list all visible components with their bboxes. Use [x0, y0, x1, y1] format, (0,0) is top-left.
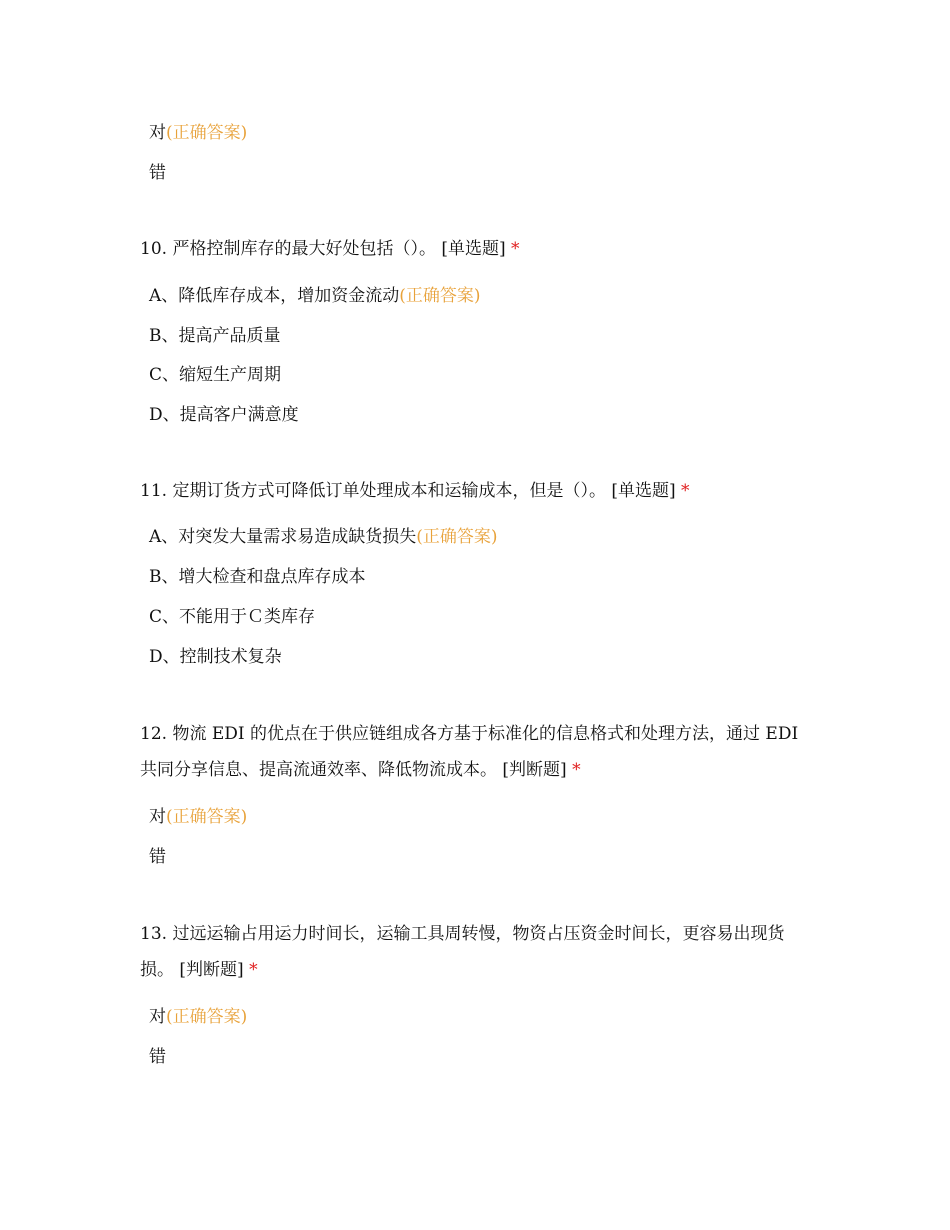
question-type: [单选题] — [611, 481, 676, 501]
option-b: B、增大检查和盘点库存成本 — [149, 567, 366, 587]
question-number: 13. — [140, 924, 168, 944]
question-number: 10. — [140, 239, 168, 259]
correct-answer-tag: (正确答案) — [416, 527, 498, 547]
question-10-title — [140, 231, 810, 267]
option-false: 错 — [149, 1047, 166, 1067]
required-mark: * — [249, 960, 258, 980]
option-c: C、缩短生产周期 — [149, 365, 282, 385]
question-type: [判断题] — [179, 960, 244, 980]
question-type: [判断题] — [502, 760, 567, 780]
option-a: A、降低库存成本，增加资金流动(正确答案) — [149, 286, 481, 306]
option-c: C、不能用于Ｃ类库存 — [149, 607, 316, 627]
option-d: D、控制技术复杂 — [149, 647, 282, 667]
option-false: 错 — [149, 847, 166, 867]
question-text: 定期订货方式可降低订单处理成本和运输成本，但是（）。 — [172, 481, 606, 501]
option-true: 对(正确答案) — [149, 807, 248, 827]
required-mark: * — [572, 760, 581, 780]
question-number: 12. — [140, 724, 168, 744]
option-true: 对(正确答案) — [149, 123, 248, 143]
question-type: [单选题] — [441, 239, 506, 259]
question-11-title — [140, 473, 810, 509]
option-d: D、提高客户满意度 — [149, 405, 299, 425]
option-true: 对(正确答案) — [149, 1007, 248, 1027]
required-mark: * — [681, 481, 690, 501]
question-13-title — [140, 916, 810, 988]
question-text: 过远运输占用运力时间长，运输工具周转慢，物资占压资金时间长，更容易出现货损。 — [140, 924, 785, 980]
question-text: 严格控制库存的最大好处包括（）。 — [172, 239, 436, 259]
question-12-title — [140, 716, 810, 788]
correct-answer-tag: (正确答案) — [166, 1007, 248, 1027]
correct-answer-tag: (正确答案) — [166, 123, 248, 143]
correct-answer-tag: (正确答案) — [166, 807, 248, 827]
question-text: 物流 EDI 的优点在于供应链组成各方基于标准化的信息格式和处理方法，通过 EDI 共同分享信息、提高流通效率、降低物流成本。 — [140, 724, 799, 780]
question-number: 11. — [140, 481, 168, 501]
option-false: 错 — [149, 163, 166, 183]
option-b: B、提高产品质量 — [149, 326, 281, 346]
option-a: A、对突发大量需求易造成缺货损失(正确答案) — [149, 527, 498, 547]
correct-answer-tag: (正确答案) — [399, 286, 481, 306]
required-mark: * — [511, 239, 520, 259]
